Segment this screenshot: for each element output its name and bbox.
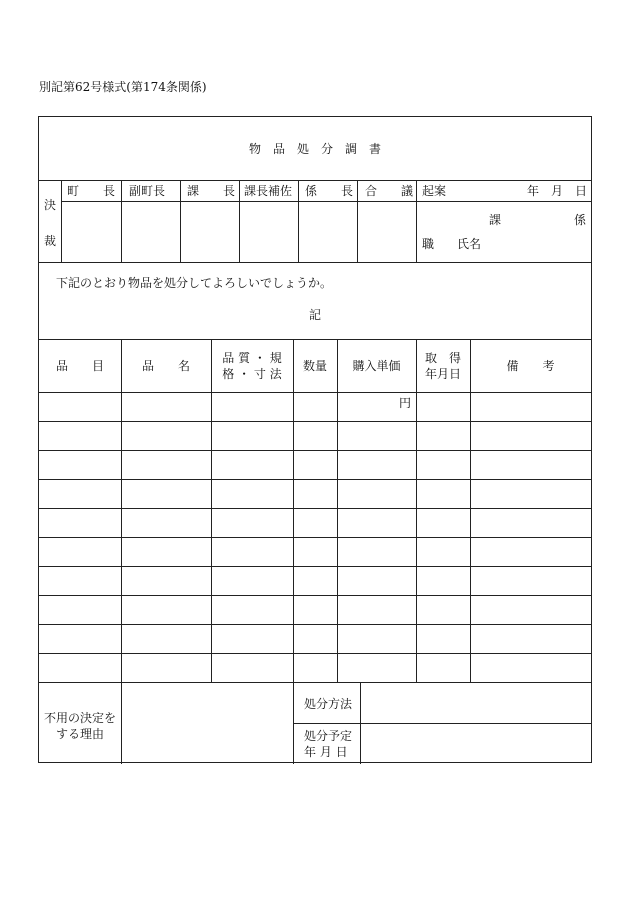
stamp-box-mayor[interactable]	[62, 202, 120, 261]
kian-position: 職	[422, 237, 435, 251]
header-name: 品 名	[141, 359, 190, 373]
plan-label-line2: 年 月 日	[304, 745, 348, 759]
method-field[interactable]	[361, 683, 590, 722]
kessai-label: 決	[43, 198, 56, 212]
kian-name: 氏名	[457, 237, 482, 251]
statement: 下記のとおり物品を処分してよろしいでしょうか。	[56, 276, 333, 290]
divider	[293, 339, 294, 682]
kian-section: 課	[489, 213, 502, 227]
divider	[211, 339, 212, 682]
divider	[293, 682, 294, 764]
header-acquired-line2: 年月日	[424, 367, 461, 381]
header-item: 品 目	[55, 359, 104, 373]
kian-date: 年 月 日	[527, 184, 588, 198]
approver-consultation: 合 議	[365, 184, 414, 198]
header-remarks: 備 考	[506, 359, 555, 373]
approver-section-chief: 課 長	[187, 184, 236, 198]
method-label: 処分方法	[304, 697, 353, 711]
form-title: 物 品 処 分 調 書	[248, 142, 381, 156]
approver-assistant-chief: 課長補佐	[244, 184, 293, 198]
divider	[39, 262, 591, 263]
stamp-box-deputy-mayor[interactable]	[122, 202, 179, 261]
ki-label: 記	[308, 308, 321, 322]
kian-label: 起案	[422, 184, 447, 198]
divider	[416, 339, 417, 682]
reason-field[interactable]	[122, 683, 292, 763]
approver-subsection-chief: 係 長	[305, 184, 354, 198]
header-acquired-line1: 取 得	[424, 351, 461, 365]
header-spec-line2: 格 ・ 寸 法	[222, 367, 282, 381]
form-reference: 別記第62号様式(第174条関係)	[39, 80, 207, 94]
divider	[470, 339, 471, 682]
yen-unit: 円	[399, 396, 412, 410]
kian-subsection: 係	[574, 213, 587, 227]
divider	[416, 180, 417, 262]
stamp-box-subsection-chief[interactable]	[299, 202, 356, 261]
header-spec-line1: 品 質 ・ 規	[222, 351, 282, 365]
header-quantity: 数量	[302, 359, 327, 373]
reason-label-line2: する理由	[55, 727, 104, 741]
header-unit-price: 購入単価	[352, 359, 401, 373]
divider	[121, 339, 122, 682]
approver-deputy-mayor: 副町長	[129, 184, 166, 198]
stamp-box-consultation[interactable]	[358, 202, 415, 261]
disposal-form	[38, 116, 592, 763]
divider	[337, 339, 338, 682]
stamp-box-section-chief[interactable]	[181, 202, 238, 261]
approver-mayor: 町 長	[67, 184, 116, 198]
reason-label-line1: 不用の決定を	[43, 711, 116, 725]
plan-label-line1: 処分予定	[304, 729, 353, 743]
stamp-box-assistant-chief[interactable]	[240, 202, 297, 261]
kessai-label: 裁	[43, 234, 56, 248]
plan-date-field[interactable]	[361, 724, 590, 763]
